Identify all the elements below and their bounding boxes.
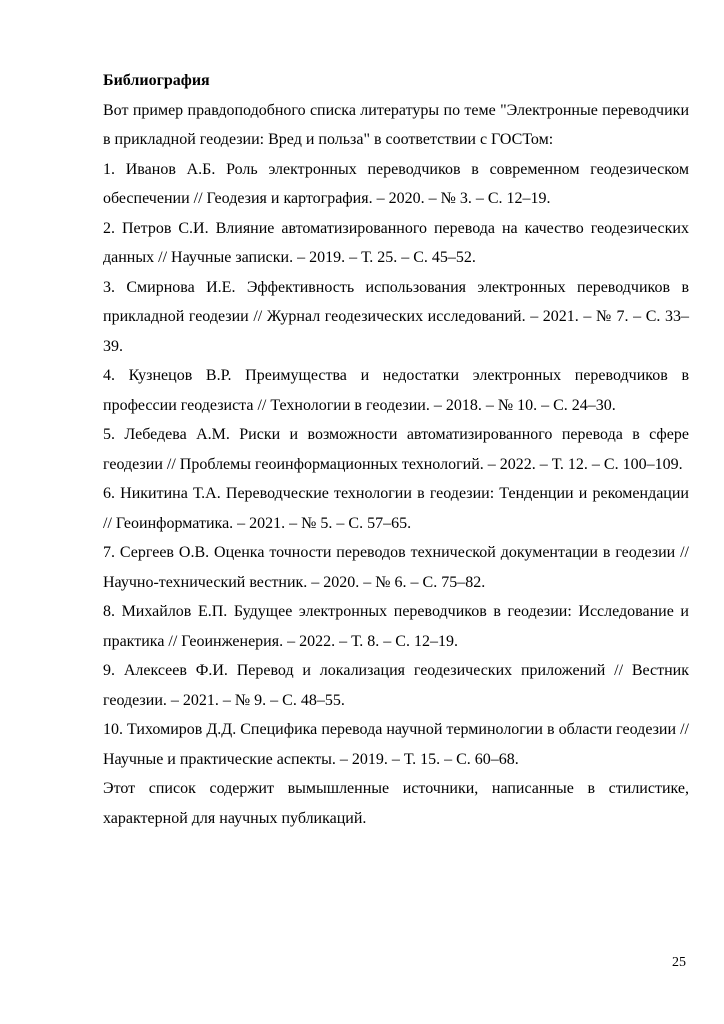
closing-paragraph: Этот список содержит вымышленные источники, написанные в стилистике, характерной для научных публикаций. — [103, 780, 689, 827]
reference-item: 1. Иванов А.Б. Роль электронных переводчиков в современном геодезическом обеспечении // Геодезия и картография. – 2020. – № 3. – С. 12–19. — [103, 160, 689, 207]
reference-list — [103, 155, 689, 775]
section-heading: Библиография — [103, 72, 210, 89]
reference-item: 3. Смирнова И.Е. Эффективность использования электронных переводчиков в прикладной геодезии // Журнал геодезических исследований. – 2021. – № 7. – С. 33–39. — [103, 278, 689, 355]
reference-item: 10. Тихомиров Д.Д. Специфика перевода научной терминологии в области геодезии // Научные и практические аспекты. – 2019. – Т. 15. – С. 60–68. — [103, 721, 689, 768]
reference-item: 4. Кузнецов В.Р. Преимущества и недостатки электронных переводчиков в профессии геодезиста // Технологии в геодезии. – 2018. – № 10. – С. 24–30. — [103, 367, 689, 414]
reference-item: 6. Никитина Т.А. Переводческие технологии в геодезии: Тенденции и рекомендации // Геоинформатика. – 2021. – № 5. – С. 57–65. — [103, 485, 689, 532]
intro-paragraph: Вот пример правдоподобного списка литературы по теме "Электронные переводчики в прикладной геодезии: Вред и польза" в соответствии с ГОСТом: — [103, 101, 689, 148]
reference-item: 2. Петров С.И. Влияние автоматизированного перевода на качество геодезических данных // Научные записки. – 2019. – Т. 25. – С. 45–52. — [103, 219, 689, 266]
document-body — [103, 66, 689, 833]
reference-item: 9. Алексеев Ф.И. Перевод и локализация геодезических приложений // Вестник геодезии. – 2021. – № 9. – С. 48–55. — [103, 662, 689, 709]
page-number: 25 — [672, 955, 686, 970]
reference-item: 8. Михайлов Е.П. Будущее электронных переводчиков в геодезии: Исследование и практика // Геоинженерия. – 2022. – Т. 8. – С. 12–19. — [103, 603, 689, 650]
reference-item: 7. Сергеев О.В. Оценка точности переводов технической документации в геодезии // Научно-технический вестник. – 2020. – № 6. – С. 75–82. — [103, 544, 689, 591]
reference-item: 5. Лебедева А.М. Риски и возможности автоматизированного перевода в сфере геодезии // Проблемы геоинформационных технологий. – 2022. – Т. 12. – С. 100–109. — [103, 426, 689, 473]
